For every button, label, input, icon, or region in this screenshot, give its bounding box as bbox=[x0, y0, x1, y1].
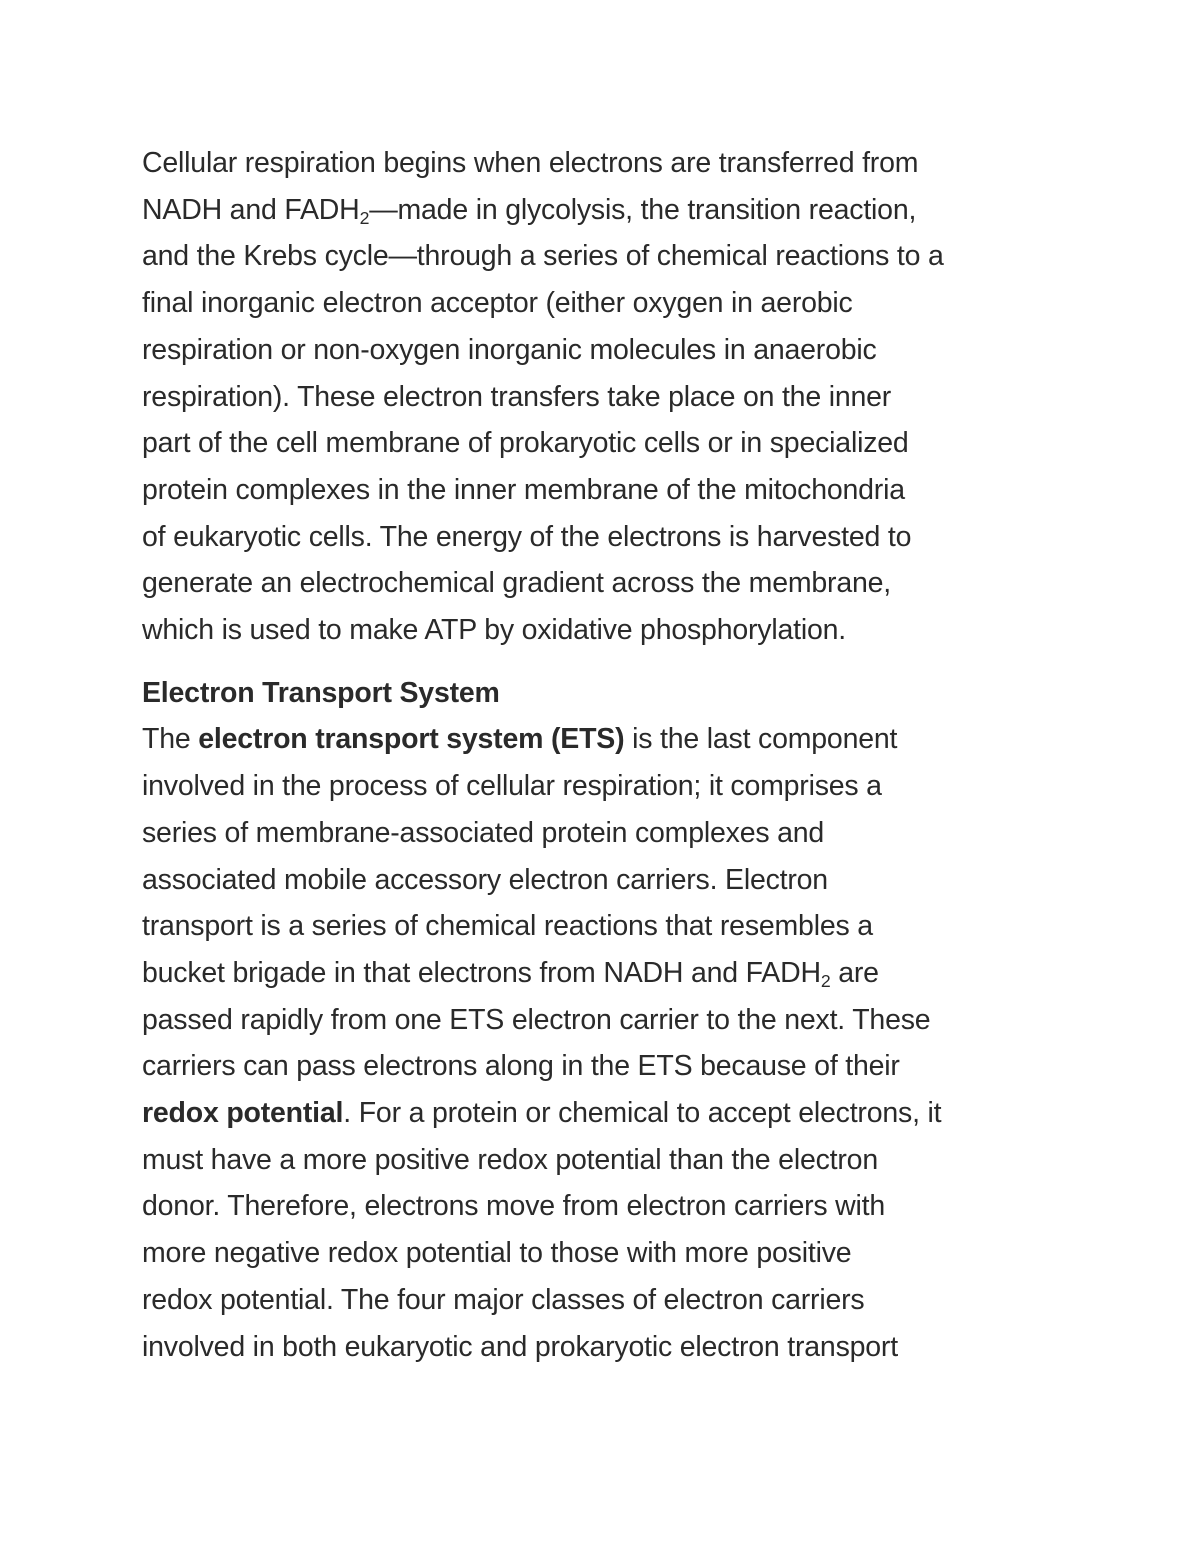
text-line: final inorganic electron acceptor (either oxygen in aerobic bbox=[142, 287, 853, 320]
text-line: must have a more positive redox potential than the electron bbox=[142, 1143, 878, 1176]
text-line: which is used to make ATP by oxidative phosphorylation. bbox=[142, 614, 847, 647]
section-heading: Electron Transport System bbox=[142, 676, 500, 709]
text-line: transport is a series of chemical reactions that resembles a bbox=[142, 910, 873, 943]
text-line: redox potential. The four major classes of electron carriers bbox=[142, 1283, 865, 1316]
text-line: involved in the process of cellular respiration; it comprises a bbox=[142, 770, 882, 803]
text-line bbox=[142, 716, 1082, 763]
text-line bbox=[142, 1090, 1082, 1137]
bold-term: redox potential bbox=[142, 1097, 344, 1130]
text-line bbox=[142, 187, 1082, 234]
text-line: part of the cell membrane of prokaryotic cells or in specialized bbox=[142, 427, 909, 460]
ets-paragraph bbox=[142, 716, 1082, 1370]
text-line: and the Krebs cycle—through a series of chemical reactions to a bbox=[142, 240, 944, 273]
text-line: of eukaryotic cells. The energy of the electrons is harvested to bbox=[142, 520, 912, 553]
text-line: associated mobile accessory electron carriers. Electron bbox=[142, 863, 828, 896]
text-line: respiration or non-oxygen inorganic molecules in anaerobic bbox=[142, 333, 877, 366]
text-line: respiration). These electron transfers take place on the inner bbox=[142, 380, 892, 413]
text-line: more negative redox potential to those with more positive bbox=[142, 1237, 852, 1270]
text-fragment: is the last component bbox=[624, 723, 898, 756]
text-line: protein complexes in the inner membrane of the mitochondria bbox=[142, 473, 905, 506]
text-fragment: NADH and FADH bbox=[142, 193, 360, 226]
text-line bbox=[142, 950, 1082, 997]
text-fragment: The bbox=[142, 723, 199, 756]
subscript: 2 bbox=[359, 207, 370, 228]
subscript: 2 bbox=[820, 970, 831, 991]
text-line: involved in both eukaryotic and prokaryotic electron transport bbox=[142, 1330, 898, 1363]
text-fragment: bucket brigade in that electrons from NADH and FADH bbox=[142, 956, 821, 989]
intro-paragraph bbox=[142, 140, 1082, 654]
text-line: donor. Therefore, electrons move from electron carriers with bbox=[142, 1190, 886, 1223]
text-line: series of membrane-associated protein complexes and bbox=[142, 816, 825, 849]
text-line: generate an electrochemical gradient across the membrane, bbox=[142, 567, 892, 600]
text-fragment: are bbox=[830, 956, 879, 989]
bold-term: electron transport system (ETS) bbox=[198, 723, 625, 756]
text-fragment: . For a protein or chemical to accept electrons, it bbox=[343, 1097, 942, 1130]
document-body bbox=[142, 140, 1082, 1370]
text-fragment: —made in glycolysis, the transition reaction, bbox=[369, 193, 917, 226]
text-line: carriers can pass electrons along in the ETS because of their bbox=[142, 1050, 900, 1083]
text-line: Cellular respiration begins when electrons are transferred from bbox=[142, 147, 919, 179]
text-line: passed rapidly from one ETS electron carrier to the next. These bbox=[142, 1003, 931, 1036]
